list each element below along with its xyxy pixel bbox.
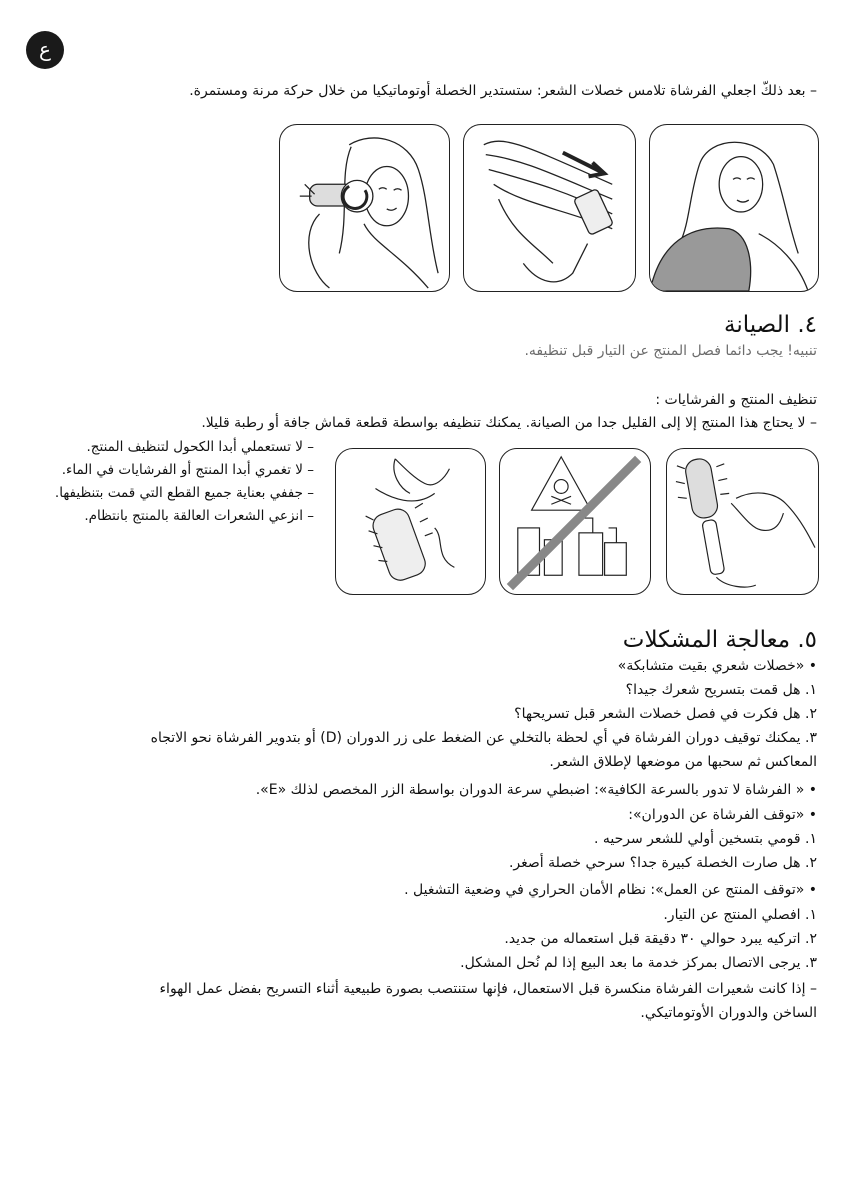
bristles-note: – إذا كانت شعيرات الفرشاة منكسرة قبل الاستعمال، فإنها ستنتصب بصورة طبيعية أثناء التسريح بفضل عمل الهواء: [159, 981, 817, 997]
brush-stops-tip-2: ٢. هل صارت الخصلة كبيرة جدا؟ سرحي خصلة أصغر.: [508, 855, 817, 871]
tangled-tip-3-continued: المعاكس ثم سحبها من موضعها لإطلاق الشعر.: [549, 754, 817, 770]
issue-appliance-stops: • «توقف المنتج عن العمل»: نظام الأمان الحراري في وضعية التشغيل .: [404, 882, 817, 898]
cleaning-instruction: – لا يحتاج هذا المنتج إلا إلى القليل جدا من الصيانة. يمكنك تنظيفه بواسطة قطعة قماش جافة أو رطبة قليلا.: [201, 415, 817, 431]
cleaning-tips-list: [14, 436, 314, 528]
illustration-no-chemicals: [499, 448, 651, 595]
tangled-tip-2: ٢. هل فكرت في فصل خصلات الشعر قبل تسريحها؟: [514, 706, 817, 722]
tangled-tip-3: ٣. يمكنك توقيف دوران الفرشاة في أي لحظة بالتخلي عن الضغط على زر الدوران (D) أو بتدوير الفرشاة نحو الاتجاه: [150, 730, 817, 746]
illustration-towel-drying: [649, 124, 819, 292]
issue-slow-rotation: • « الفرشاة لا تدور بالسرعة الكافية»: اضبطي سرعة الدوران بواسطة الزر المخصص لذلك «E».: [255, 782, 817, 798]
maintenance-warning: تنبيه! يجب دائما فصل المنتج عن التيار قبل تنظيفه.: [524, 343, 817, 359]
appliance-stops-tip-2: ٢. اتركيه يبرد حوالي ٣٠ دقيقة قبل استعماله من جديد.: [504, 931, 817, 947]
tangled-tip-1: ١. هل قمت بتسريح شعرك جيدا؟: [625, 682, 817, 698]
brush-stops-tip-1: ١. قومي بتسخين أولي للشعر سرحيه .: [593, 831, 817, 847]
issue-brush-stops: • «توقف الفرشاة عن الدوران»:: [628, 807, 817, 823]
maintenance-heading: ٤. الصيانة: [723, 312, 817, 338]
list-item: – لا تستعملي أبدا الكحول لتنظيف المنتج.: [86, 439, 314, 455]
intro-instruction: – بعد ذلكّ اجعلي الفرشاة تلامس خصلات الشعر: ستستدير الخصلة أوتوماتيكيا من خلال حركة مرنة ومستمرة.: [189, 83, 817, 99]
list-item: – لا تغمري أبدا المنتج أو الفرشايات في الماء.: [61, 462, 314, 478]
list-item: – جففي بعناية جميع القطع التي قمت بتنظيفها.: [54, 485, 314, 501]
bristles-note-continued: الساخن والدوران الأوتوماتيكي.: [640, 1005, 817, 1021]
illustration-combing-hair: [463, 124, 636, 292]
troubleshooting-heading: ٥. معالجة المشكلات: [622, 627, 817, 653]
cleaning-title: تنظيف المنتج و الفرشايات :: [655, 392, 817, 408]
appliance-stops-tip-1: ١. افصلي المنتج عن التيار.: [663, 907, 817, 923]
illustration-curling-hair: [279, 124, 450, 292]
issue-tangled-hair: • «خصلات شعري بقيت متشابكة»: [617, 658, 817, 674]
appliance-stops-tip-3: ٣. يرجى الاتصال بمركز خدمة ما بعد البيع إذا لم نُحل المشكل.: [460, 955, 817, 971]
page-letter-badge: ع: [26, 31, 64, 69]
list-item: – انزعي الشعرات العالقة بالمنتج بانتظام.: [84, 508, 314, 524]
illustration-remove-hair-from-brush: [335, 448, 486, 595]
illustration-wipe-appliance: [666, 448, 819, 595]
